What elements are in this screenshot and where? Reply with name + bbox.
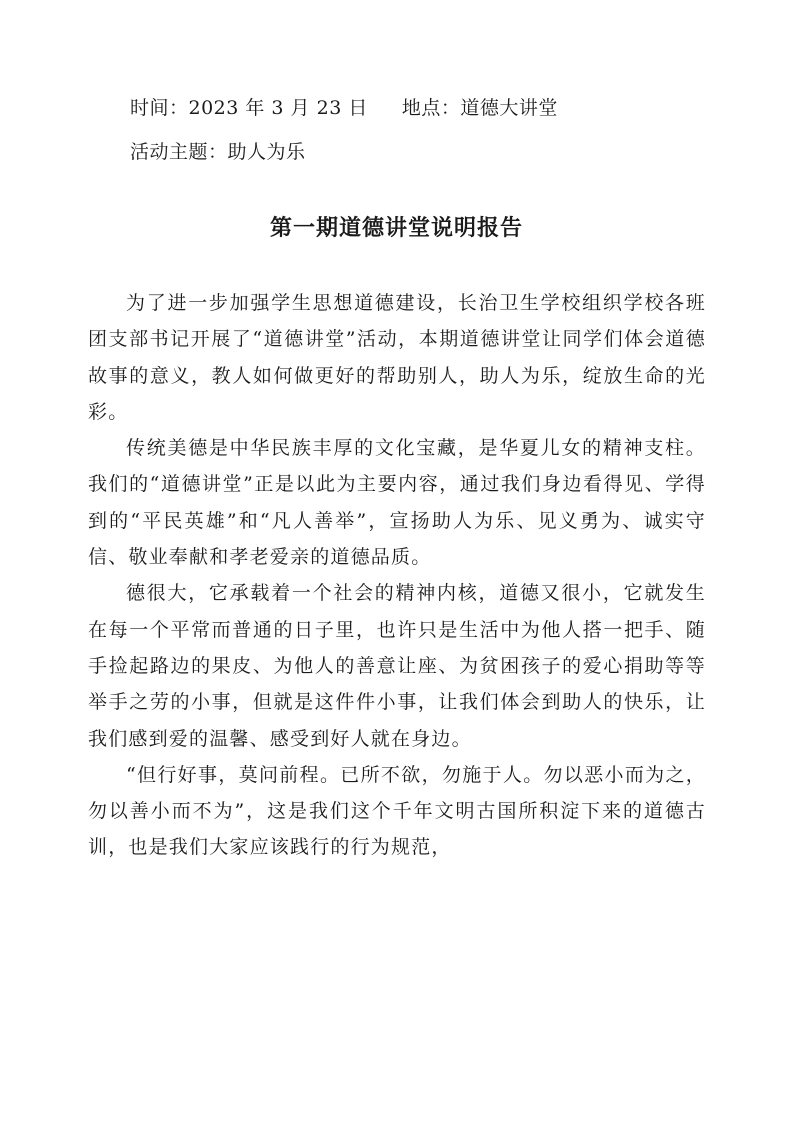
body-paragraph-4: “但行好事，莫问前程。已所不欲，勿施于人。勿以恶小而为之，勿以善小而不为”，这是我们这个千年文明古国所积淀下来的道德古训，也是我们大家应该践行的行为规范， bbox=[88, 763, 706, 859]
document-title: 第一期道德讲堂说明报告 bbox=[269, 216, 523, 241]
body-paragraph-3: 德很大，它承载着一个社会的精神内核，道德又很小，它就发生在每一个平常而普通的日子里，也许只是生活中为他人搭一把手、随手捡起路边的果皮、为他人的善意让座、为贫困孩子的爱心捐助等等举手之劳的小事，但就是这件件小事，让我们体会到助人的快乐，让我们感到爱的温馨、感受到好人就在身边。 bbox=[88, 582, 706, 750]
body-paragraph-2: 传统美德是中华民族丰厚的文化宝藏，是华夏儿女的精神支柱。我们的“道德讲堂”正是以此为主要内容，通过我们身边看得见、学得到的“平民英雄”和“凡人善举”，宣扬助人为乐、见义勇为、诚实守信、敬业奉献和孝老爱亲的道德品质。 bbox=[88, 437, 706, 569]
event-location: 地点：道德大讲堂 bbox=[401, 97, 558, 119]
event-time: 时间：2023 年 3 月 23 日 bbox=[130, 97, 368, 119]
document-body bbox=[88, 285, 706, 866]
body-paragraph-1: 为了进一步加强学生思想道德建设，长治卫生学校组织学校各班团支部书记开展了“道德讲堂”活动，本期道德讲堂让同学们体会道德故事的意义，教人如何做更好的帮助别人，助人为乐，绽放生命的光彩。 bbox=[88, 292, 706, 423]
event-info-line bbox=[130, 96, 558, 120]
event-theme: 活动主题：助人为乐 bbox=[130, 141, 306, 163]
